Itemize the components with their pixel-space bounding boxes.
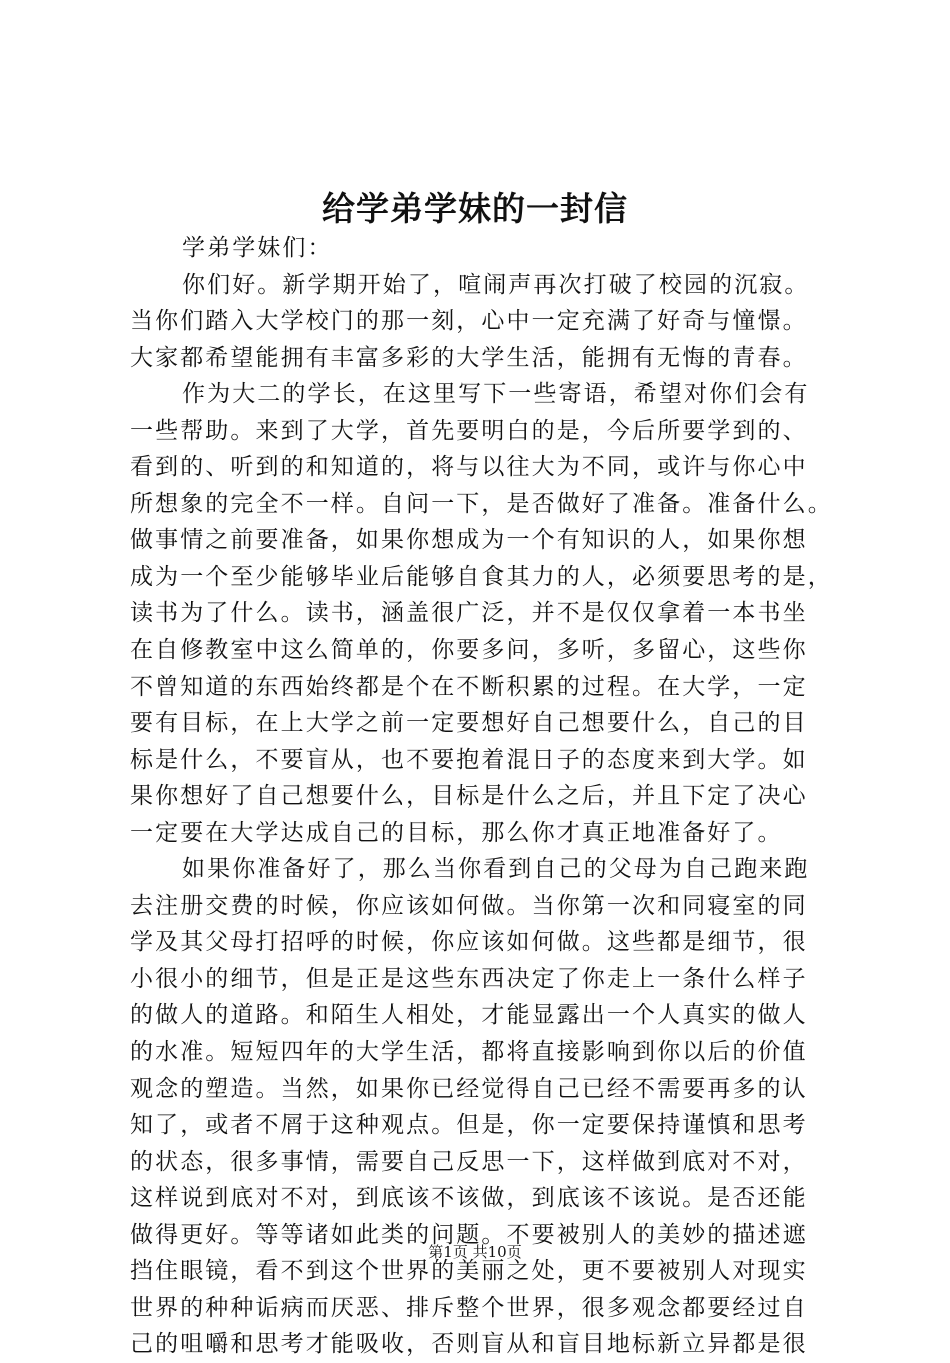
text-line: 标是什么，不要盲从，也不要抱着混日子的态度来到大学。如 <box>130 746 808 773</box>
text-line: 的水准。短短四年的大学生活，都将直接影响到你以后的价值 <box>130 1039 808 1066</box>
text-line: 当你们踏入大学校门的那一刻，心中一定充满了好奇与憧憬。 <box>130 308 808 335</box>
text-line: 世界的种种诟病而厌恶、排斥整个世界，很多观念都要经过自 <box>130 1294 808 1321</box>
text-line: 这样说到底对不对，到底该不该做，到底该不该说。是否还能 <box>130 1185 808 1212</box>
text-line: 看到的、听到的和知道的，将与以往大为不同，或许与你心中 <box>130 454 808 481</box>
text-line: 做得更好。等等诸如此类的问题。不要被别人的美妙的描述遮 <box>130 1221 808 1248</box>
text-line: 观念的塑造。当然，如果你已经觉得自己已经不需要再多的认 <box>130 1075 808 1102</box>
text-line: 做事情之前要准备，如果你想成为一个有知识的人，如果你想 <box>130 527 808 554</box>
text-line: 己的咀嚼和思考才能吸收，否则盲从和盲目地标新立异都是很 <box>130 1331 808 1358</box>
text-line: 一定要在大学达成自己的目标，那么你才真正地准备好了。 <box>130 819 783 846</box>
text-line: 作为大二的学长，在这里写下一些寄语，希望对你们会有 <box>182 381 810 408</box>
document-title: 给学弟学妹的一封信 <box>322 189 628 228</box>
text-line: 的状态，很多事情，需要自己反思一下，这样做到底对不对， <box>130 1148 808 1175</box>
text-line: 成为一个至少能够毕业后能够自食其力的人，必须要思考的是， <box>130 563 833 590</box>
document-body <box>130 230 833 1363</box>
text-line: 你们好。新学期开始了，喧闹声再次打破了校园的沉寂。 <box>182 271 810 298</box>
text-line: 大家都希望能拥有丰富多彩的大学生活，能拥有无悔的青春。 <box>130 344 808 371</box>
text-line: 不曾知道的东西始终都是个在不断积累的过程。在大学，一定 <box>130 673 808 700</box>
text-line: 学弟学妹们： <box>182 235 333 261</box>
text-line: 果你想好了自己想要什么，目标是什么之后，并且下定了决心 <box>130 783 808 810</box>
text-line: 所想象的完全不一样。自问一下，是否做好了准备。准备什么。 <box>130 490 833 517</box>
text-line: 去注册交费的时候，你应该如何做。当你第一次和同寝室的同 <box>130 892 808 919</box>
text-line: 一些帮助。来到了大学，首先要明白的是，今后所要学到的、 <box>130 417 808 444</box>
text-line: 知了，或者不屑于这种观点。但是，你一定要保持谨慎和思考 <box>130 1112 808 1139</box>
text-line: 在自修教室中这么简单的，你要多问，多听，多留心，这些你 <box>130 637 808 664</box>
text-line: 挡住眼镜，看不到这个世界的美丽之处，更不要被别人对现实 <box>130 1258 808 1285</box>
text-line: 要有目标，在上大学之前一定要想好自己想要什么，自己的目 <box>130 710 808 737</box>
text-line: 学及其父母打招呼的时候，你应该如何做。这些都是细节，很 <box>130 929 808 956</box>
text-line: 读书为了什么。读书，涵盖很广泛，并不是仅仅拿着一本书坐 <box>130 600 808 627</box>
text-line: 如果你准备好了，那么当你看到自己的父母为自己跑来跑 <box>182 856 810 883</box>
page-footer: 第1页 共10页 <box>428 1243 522 1261</box>
text-line: 小很小的细节，但是正是这些东西决定了你走上一条什么样子 <box>130 965 808 992</box>
text-line: 的做人的道路。和陌生人相处，才能显露出一个人真实的做人 <box>130 1002 808 1029</box>
